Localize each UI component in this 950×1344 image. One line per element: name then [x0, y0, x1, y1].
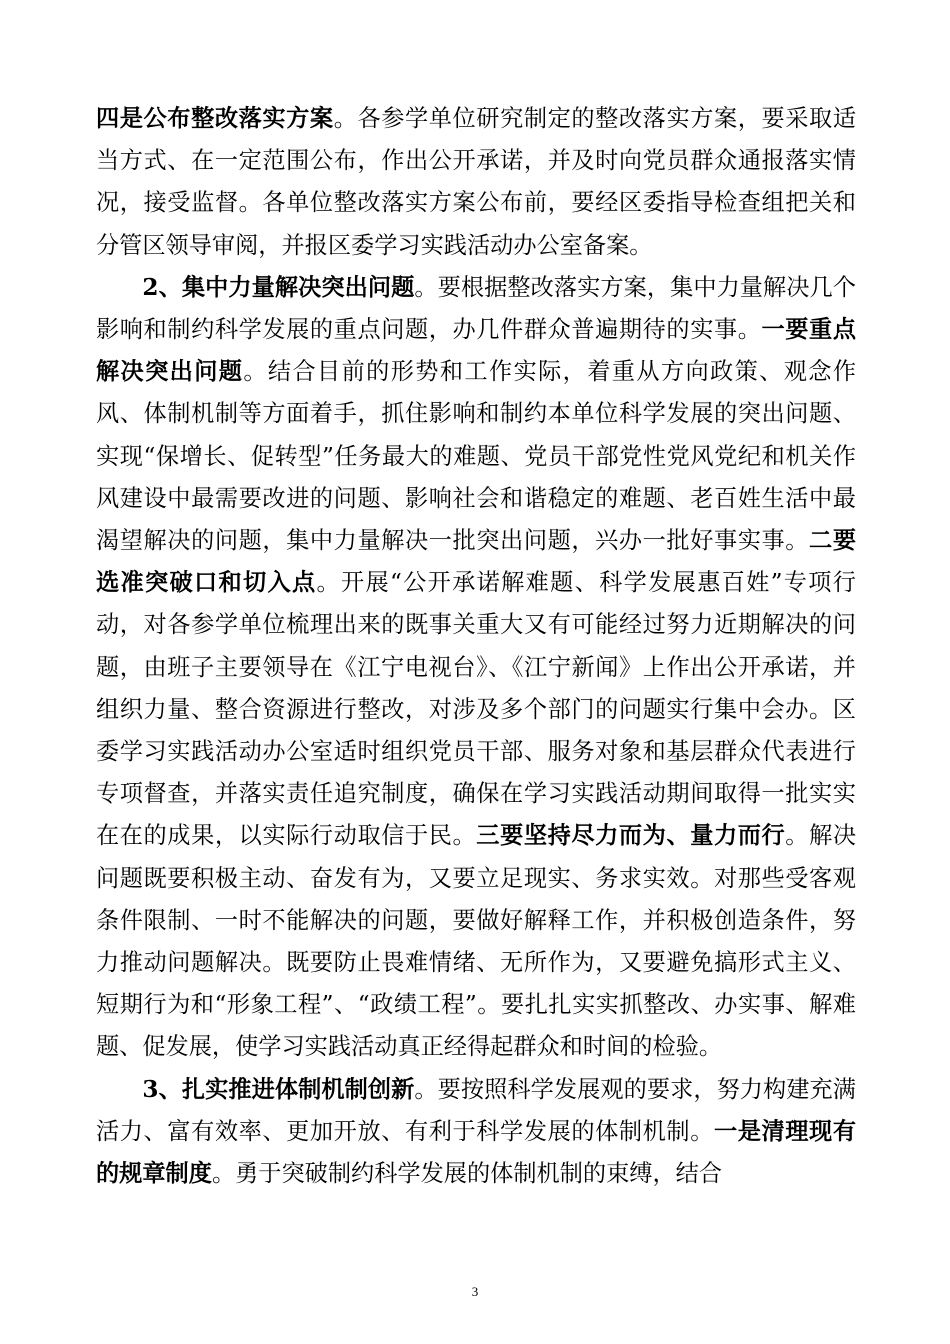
heading-system-innovation: 3、扎实推进体制机制创新 — [142, 1075, 415, 1103]
page-number: 3 — [471, 1284, 479, 1299]
paragraph-text: 。解决问题既要积极主动、奋发有为，又要立足现实、务求实效。对那些受客观条件限制、一时不能解决的问题，要做好解释工作，并积极创造条件，努力推动问题解决。既要防止畏难情绪、无所作为，又要避免搞形式主义、短期行为和“形象工程”、“政绩工程”。要扎扎实实抓整改、办实事、解难题、促发展，使学习实践活动真正经得起群众和时间的检验。 — [96, 822, 857, 1061]
subheading-key-problems: 一要重点解决突出问题 — [96, 316, 857, 386]
paragraph-text: 。结合目前的形势和工作实际，着重从方向政策、观念作风、体制机制等方面着手，抓住影响和制约本单位科学发展的突出问题、实现“保增长、促转型”任务最大的难题、党员干部党性党风党纪和机关作风建设中最需要改进的问题、影响社会和谐稳定的难题、老百姓生活中最渴望解决的问题，集中力量解决一批突出问题，兴办一批好事实事。 — [96, 358, 857, 555]
paragraph-text: 。要根据整改落实方案，集中力量解决几个影响和制约科学发展的重点问题，办几件群众普遍期待的实事。 — [96, 273, 856, 344]
paragraph-system-innovation — [96, 1069, 856, 1196]
subheading-within-means: 三要坚持尽力而为、量力而行 — [476, 822, 786, 850]
paragraph-publish-plan — [96, 98, 856, 267]
body-text — [96, 98, 856, 1195]
paragraph-text: 。要按照科学发展观的要求，努力构建充满活力、富有效率、更加开放、有利于科学发展的体制机制。 — [96, 1075, 856, 1145]
subheading-breakthrough: 二要选准突破口和切入点 — [96, 527, 857, 597]
paragraph-solve-problems — [96, 267, 856, 1069]
paragraph-text: 。开展“公开承诺解难题、科学发展惠百姓”专项行动，对各参学单位梳理出来的既事关重大又有可能经过努力近期解决的问题，由班子主要领导在《江宁电视台》、《江宁新闻》上作出公开承诺，并组织力量、整合资源进行整改，对涉及多个部门的问题实行集中会办。区委学习实践活动办公室适时组织党员干部、服务对象和基层群众代表进行专项督查，并落实责任追究制度，确保在学习实践活动期间取得一批实实在在的成果，以实际行动取信于民。 — [96, 569, 856, 850]
paragraph-text: 。勇于突破制约科学发展的体制机制的束缚，结合 — [211, 1160, 723, 1188]
heading-solve-problems: 2、集中力量解决突出问题 — [142, 273, 415, 301]
paragraph-text: 。各参学单位研究制定的整改落实方案，要采取适当方式、在一定范围公布，作出公开承诺，并及时向党员群众通报落实情况，接受监督。各单位整改落实方案公布前，要经区委指导检查组把关和分管区领导审阅，并报区委学习实践活动办公室备案。 — [96, 105, 857, 259]
heading-publish-plan: 四是公布整改落实方案 — [96, 105, 334, 132]
subheading-clean-rules: 一是清理现有的规章制度 — [96, 1117, 857, 1188]
